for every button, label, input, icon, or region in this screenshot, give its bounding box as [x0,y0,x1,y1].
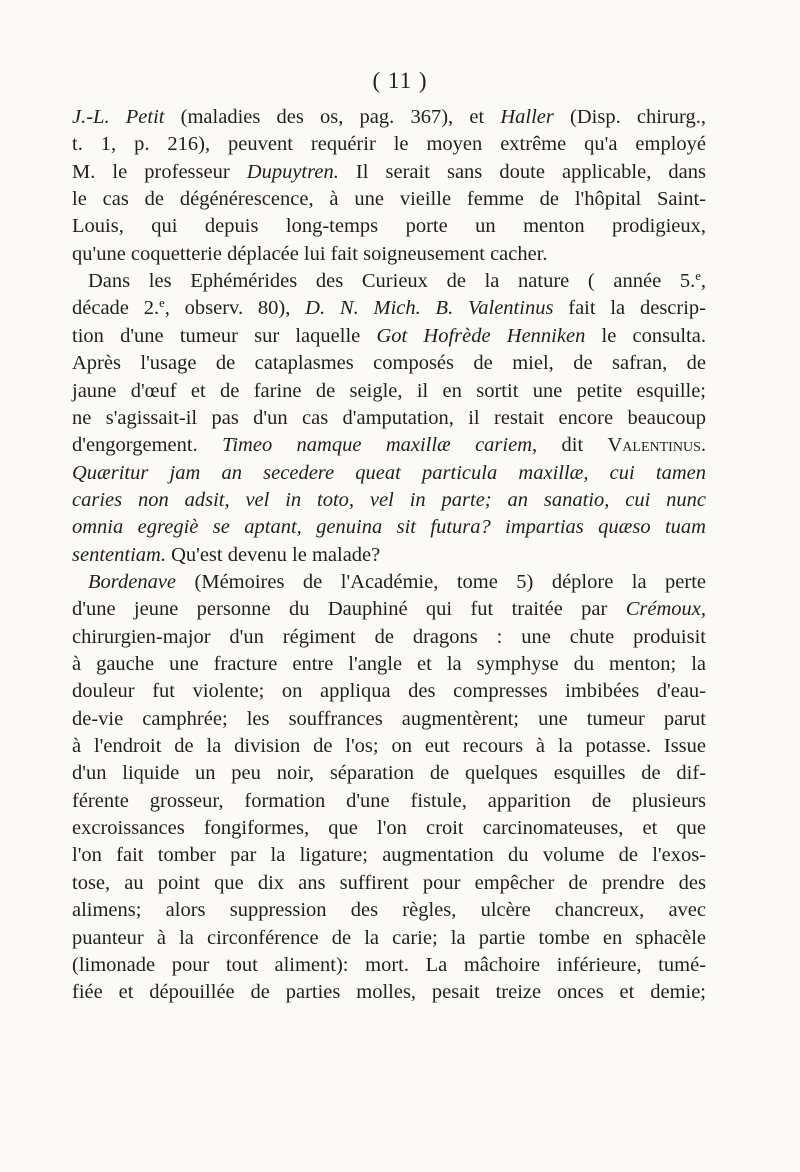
italic-text: sententiam. [72,543,166,566]
italic-text: caries non adsit, vel in toto, vel in parte; an sanatio, cui nunc [72,488,706,511]
text-segment: puanteur à la circonférence de la carie; la partie tombe en sphacèle [72,926,706,949]
italic-text: Got Hofrède Henniken [376,324,586,347]
text-segment: de-vie camphrée; les souffrances augmentèrent; une tumeur parut [72,707,706,730]
text-segment: , dit [532,434,608,457]
text-segment: (Disp. chirurg., [553,106,706,128]
text-segment: , observ. 80), [164,297,306,320]
text-line [72,487,706,514]
text-segment: férente grosseur, formation d'une fistule, apparition de plusieurs [72,789,706,812]
page-number: ( 11 ) [372,68,428,93]
text-line [72,241,706,268]
text-line [72,131,706,158]
text-segment: fait la descrip- [553,297,706,320]
text-line [72,432,706,459]
text-segment: l'on fait tomber par la ligature; augmentation du volume de l'exos- [72,844,706,867]
text-segment: alimens; alors suppression des règles, ulcère chancreux, avec [72,899,706,922]
text-line [72,651,706,678]
text-line [72,624,706,651]
text-segment: fiée et dépouillée de parties molles, pesait treize onces et demie; [72,981,706,1004]
text-line [88,569,706,596]
text-line [72,596,706,623]
text-line [72,760,706,787]
italic-text: Haller [500,106,554,128]
text-line [72,870,706,897]
text-segment: Louis, qui depuis long-temps porte un menton prodigieux, [72,215,706,238]
text-segment: M. le professeur [72,160,247,183]
text-segment: Après l'usage de cataplasmes composés de miel, de safran, de [72,352,706,375]
italic-text: Timeo namque maxillæ cariem [222,434,533,457]
text-segment: d'une jeune personne du Dauphiné qui fut traitée par [72,598,626,621]
text-line [72,542,706,569]
text-line [72,706,706,733]
text-line [72,815,706,842]
text-line [72,186,706,213]
italic-text: Quæritur jam an secedere queat particula maxillæ, cui tamen [72,461,706,484]
text-segment: Dans les Ephémérides des Curieux de la nature ( année 5. [88,270,696,293]
text-segment: excroissances fongiformes, que l'on croit carcinomateuses, et que [72,817,706,840]
text-line [72,350,706,377]
text-line [72,514,706,541]
text-segment: qu'une coquetterie déplacée lui fait soigneusement cacher. [72,242,548,265]
text-line [72,979,706,1006]
italic-text: Bordenave [88,570,177,593]
text-line [72,460,706,487]
text-segment: douleur fut violente; on appliqua des compresses imbibées d'eau- [72,680,706,703]
text-line [72,952,706,979]
text-segment: Il serait sans doute applicable, dans [338,160,707,183]
text-line [72,295,706,322]
text-line [72,842,706,869]
text-segment: d'engorgement. [72,434,223,457]
text-line [88,268,706,295]
text-line [72,378,706,405]
italic-text: D. N. Mich. B. Valentinus [305,297,554,320]
text-line [72,213,706,240]
text-segment: tose, au point que dix ans suffirent pour empêcher de prendre des [72,871,706,894]
text-line [72,788,706,815]
superscript: e [159,296,165,311]
text-line [72,925,706,952]
text-line [72,678,706,705]
text-segment: Qu'est devenu le malade? [165,543,381,566]
text-line [72,897,706,924]
text-segment: (Mémoires de l'Académie, tome 5) déplore la perte [176,570,706,593]
text-segment: le consulta. [585,324,706,347]
italic-text: omnia egregiè se aptant, genuina sit futura? impartias quæso tuam [72,516,706,539]
italic-text: J.-L. Petit [72,106,165,128]
text-segment: à gauche une fracture entre l'angle et la symphyse du menton; la [72,653,706,675]
text-segment: t. 1, p. 216), peuvent requérir le moyen extrême qu'a employé [72,133,706,156]
text-line [72,323,706,350]
text-segment: , [700,270,706,293]
text-segment: à l'endroit de la division de l'os; on eut recours à la potasse. Issue [72,735,706,758]
text-segment: ne s'agissait-il pas d'un cas d'amputation, il restait encore beaucoup [72,406,706,429]
text-segment: tion d'une tumeur sur laquelle [72,324,377,347]
text-segment: décade 2. [72,297,160,320]
text-line [72,159,706,186]
text-line [72,104,706,131]
italic-text: Dupuytren. [246,160,339,183]
superscript: e [695,269,701,284]
text-line [72,405,706,432]
text-segment: jaune d'œuf et de farine de seigle, il en sortit une petite esquille; [72,379,706,402]
text-segment: , [700,598,706,621]
italic-text: Crémoux [625,598,701,621]
text-line [72,733,706,760]
text-segment: (limonade pour tout aliment): mort. La mâchoire inférieure, tumé- [72,953,706,976]
text-segment: d'un liquide un peu noir, séparation de quelques esquilles de dif- [72,762,706,785]
text-segment: chirurgien-major d'un régiment de dragons : une chute produisit [72,625,706,648]
text-segment: Valentinus. [607,434,706,457]
text-segment: le cas de dégénérescence, à une vieille femme de l'hôpital Saint- [72,188,706,211]
text-segment: (maladies des os, pag. 367), et [164,106,501,128]
